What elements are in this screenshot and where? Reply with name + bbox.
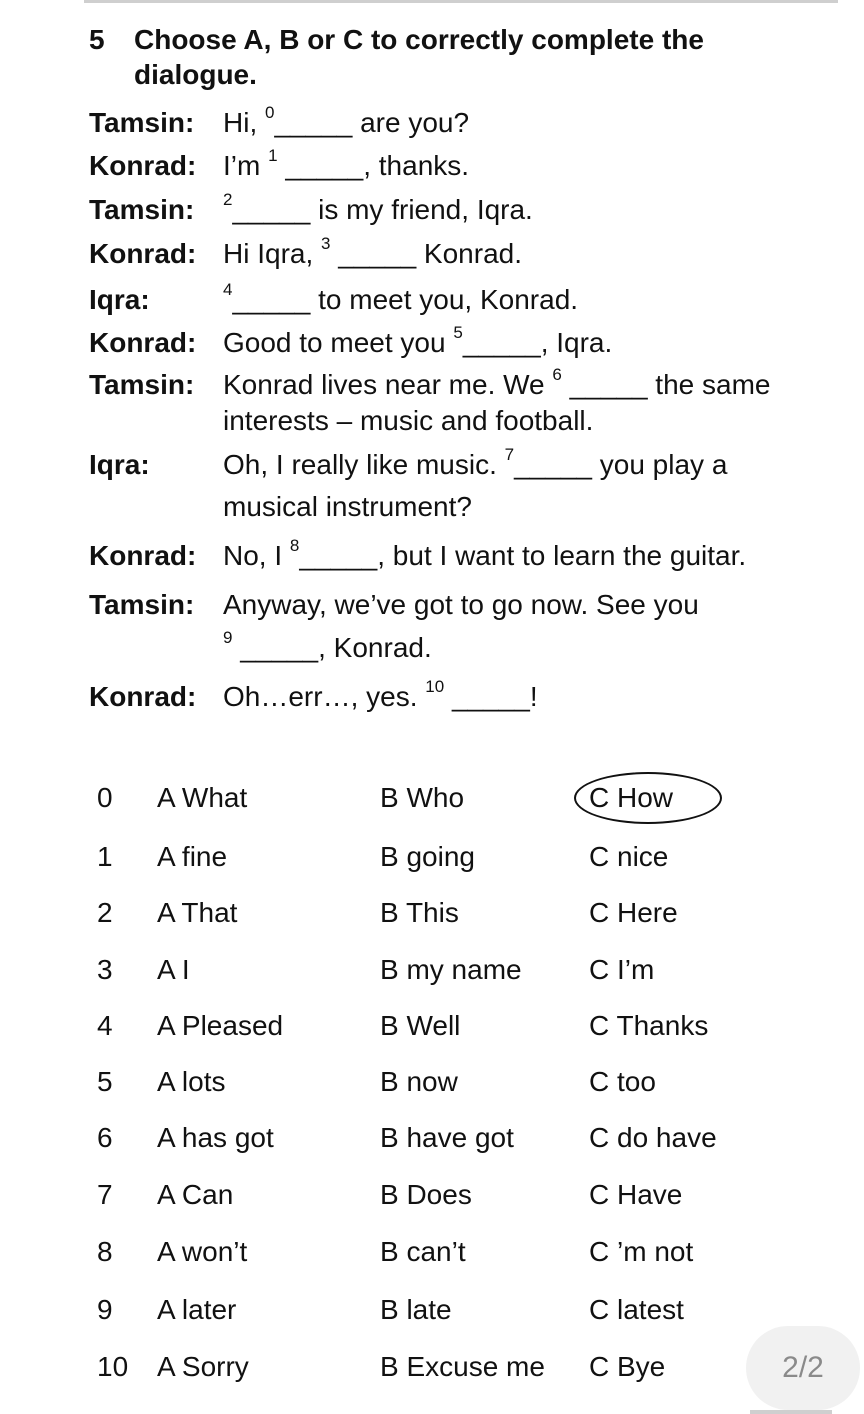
gap-number: 2 (223, 189, 233, 209)
dialogue-text: _____, Iqra. (462, 327, 613, 358)
speaker-name: Tamsin: (89, 369, 195, 400)
dialogue-line (223, 322, 613, 360)
question-number: 6 (97, 1122, 113, 1153)
exercise-number: 5 (89, 24, 105, 55)
gap-number: 9 (223, 627, 233, 647)
option-b[interactable]: B going (380, 841, 475, 872)
gap-number: 3 (321, 233, 331, 253)
dialogue-line (223, 145, 470, 183)
option-b[interactable]: B late (380, 1294, 452, 1325)
question-number: 8 (97, 1236, 113, 1267)
option-a[interactable]: A What (157, 782, 248, 813)
scroll-indicator (750, 1410, 832, 1414)
dialogue-text: _____! (444, 681, 538, 712)
question-number: 1 (97, 841, 113, 872)
dialogue-line (223, 627, 432, 665)
dialogue-text: interests – music and football. (223, 405, 594, 436)
dialogue-line (223, 676, 538, 714)
gap-number: 6 (552, 364, 562, 384)
dialogue-text: I’m (223, 150, 269, 181)
top-divider (84, 0, 838, 3)
question-number: 5 (97, 1066, 113, 1097)
dialogue-text: Hi, (223, 107, 265, 138)
dialogue-text: _____, Konrad. (232, 632, 432, 663)
dialogue-text: _____ is my friend, Iqra. (232, 194, 533, 225)
question-number: 4 (97, 1010, 113, 1041)
dialogue-text: Hi Iqra, (223, 238, 322, 269)
question-number: 10 (97, 1351, 129, 1382)
option-b[interactable]: B my name (380, 954, 522, 985)
answer-circle (574, 772, 722, 824)
option-a[interactable]: A later (157, 1294, 237, 1325)
dialogue-text: _____, thanks. (277, 150, 470, 181)
option-b[interactable]: B now (380, 1066, 458, 1097)
dialogue-text: _____, but I want to learn the guitar. (299, 540, 747, 571)
option-c[interactable]: C Here (589, 897, 678, 928)
gap-number: 10 (425, 676, 445, 696)
dialogue-text: _____ the same (561, 369, 771, 400)
dialogue-line (223, 233, 522, 271)
option-c[interactable]: C I’m (589, 954, 655, 985)
dialogue-text: Anyway, we’ve got to go now. See you (223, 589, 699, 620)
dialogue-text: _____ Konrad. (330, 238, 522, 269)
speaker-name: Konrad: (89, 238, 197, 269)
option-c[interactable]: C do have (589, 1122, 717, 1153)
speaker-name: Iqra: (89, 284, 150, 315)
speaker-name: Konrad: (89, 150, 197, 181)
dialogue-text: _____ you play a (514, 449, 728, 480)
page-indicator[interactable]: 2/2 (746, 1326, 860, 1410)
gap-number: 8 (289, 535, 300, 555)
option-a[interactable]: A That (157, 897, 238, 928)
dialogue-text: _____ are you? (274, 107, 470, 138)
gap-number: 4 (223, 279, 233, 299)
dialogue-text: Oh…err…, yes. (223, 681, 426, 712)
speaker-name: Konrad: (89, 540, 197, 571)
gap-number: 1 (268, 145, 278, 165)
option-a[interactable]: A Sorry (157, 1351, 249, 1382)
speaker-name: Tamsin: (89, 194, 195, 225)
option-b[interactable]: B have got (380, 1122, 514, 1153)
dialogue-line (223, 444, 728, 482)
option-b[interactable]: B Excuse me (380, 1351, 545, 1382)
option-c[interactable]: C ’m not (589, 1236, 694, 1267)
dialogue-text: Good to meet you (223, 327, 454, 358)
option-c[interactable]: C Bye (589, 1351, 666, 1382)
dialogue-line (223, 189, 533, 227)
dialogue-line (223, 490, 472, 524)
dialogue-line (223, 279, 579, 317)
option-a[interactable]: A has got (157, 1122, 274, 1153)
option-a[interactable]: A Can (157, 1179, 234, 1210)
speaker-name: Konrad: (89, 681, 197, 712)
option-b[interactable]: B Well (380, 1010, 461, 1041)
dialogue-text: No, I (223, 540, 290, 571)
speaker-name: Tamsin: (89, 107, 195, 138)
dialogue-text: Konrad lives near me. We (223, 369, 553, 400)
question-number: 7 (97, 1179, 113, 1210)
option-c[interactable]: C Thanks (589, 1010, 709, 1041)
option-c[interactable]: C How (589, 782, 674, 813)
option-a[interactable]: A lots (157, 1066, 226, 1097)
gap-number: 5 (453, 322, 463, 342)
option-a[interactable]: A Pleased (157, 1010, 284, 1041)
exercise-instruction: Choose A, B or C to correctly complete the dialogue. (134, 24, 704, 90)
speaker-name: Iqra: (89, 449, 150, 480)
question-number: 2 (97, 897, 113, 928)
option-a[interactable]: A I (157, 954, 190, 985)
dialogue-text: _____ to meet you, Konrad. (232, 284, 579, 315)
option-b[interactable]: B can’t (380, 1236, 466, 1267)
dialogue-line (223, 364, 771, 402)
dialogue-line (223, 404, 593, 438)
dialogue-line (223, 588, 699, 622)
option-a[interactable]: A fine (157, 841, 228, 872)
dialogue-text: musical instrument? (223, 491, 472, 522)
gap-number: 7 (504, 444, 515, 464)
option-b[interactable]: B Does (380, 1179, 472, 1210)
speaker-name: Tamsin: (89, 589, 195, 620)
gap-number: 0 (265, 102, 275, 122)
dialogue-line (223, 535, 747, 573)
option-c[interactable]: C Have (589, 1179, 683, 1210)
dialogue-line (223, 102, 470, 140)
speaker-name: Konrad: (89, 327, 197, 358)
option-c[interactable]: C too (589, 1066, 656, 1097)
question-number: 0 (97, 782, 113, 813)
option-a[interactable]: A won’t (157, 1236, 248, 1267)
dialogue-text: Oh, I really like music. (223, 449, 505, 480)
question-number: 9 (97, 1294, 113, 1325)
option-c[interactable]: C latest (589, 1294, 684, 1325)
question-number: 3 (97, 954, 113, 985)
option-c[interactable]: C nice (589, 841, 669, 872)
option-b[interactable]: B Who (380, 782, 465, 813)
option-b[interactable]: B This (380, 897, 459, 928)
